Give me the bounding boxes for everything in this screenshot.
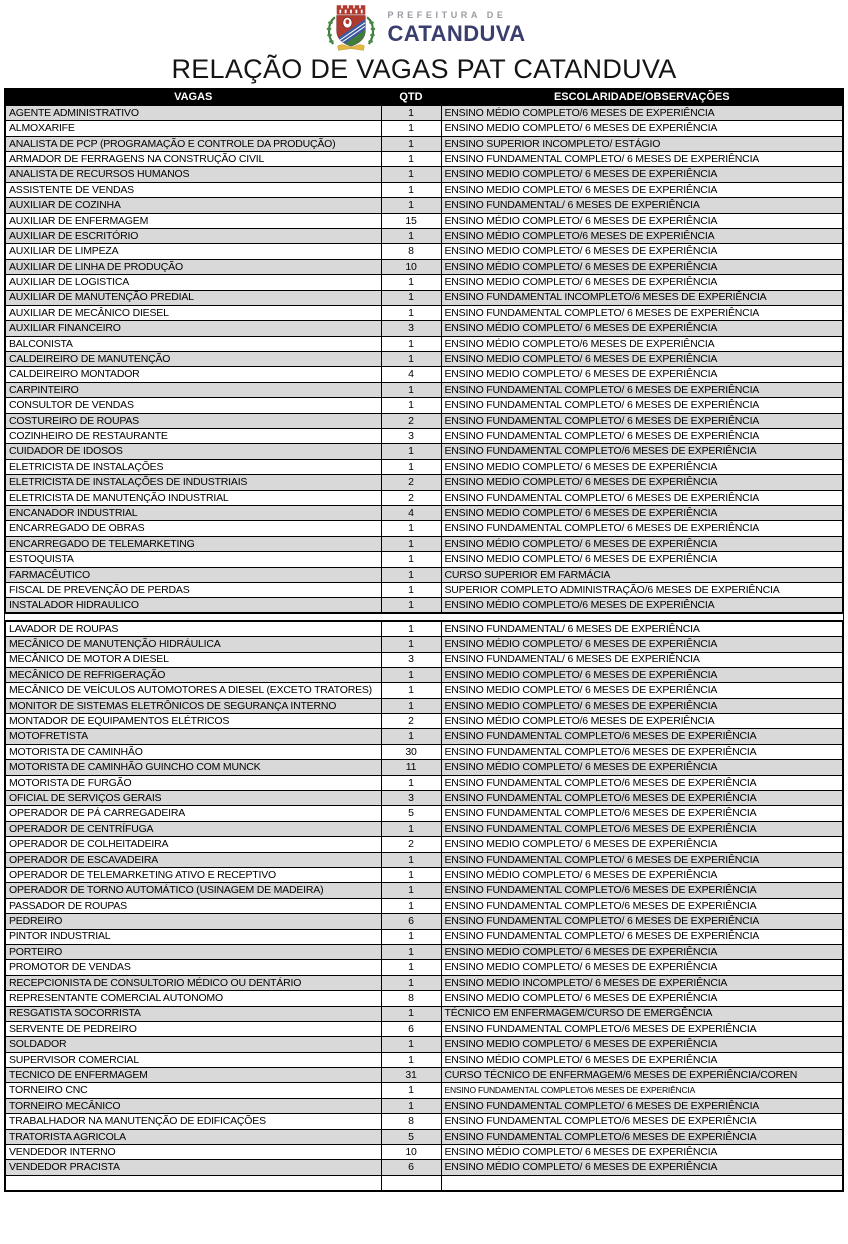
qtd-cell: 1 [381,536,441,551]
table-row [5,182,843,197]
escolaridade-cell: ENSINO MEDIO COMPLETO/ 6 MESES DE EXPERIÊNCIA [441,944,843,959]
qtd-cell: 3 [381,791,441,806]
catanduva-crest-icon [322,3,380,53]
escolaridade-cell: ENSINO MÉDIO COMPLETO/ 6 MESES DE EXPERIÊNCIA [441,213,843,228]
table-row [5,1021,843,1036]
table-row [5,621,843,636]
qtd-cell: 1 [381,821,441,836]
escolaridade-cell: ENSINO MEDIO COMPLETO/ 6 MESES DE EXPERIÊNCIA [441,506,843,521]
qtd-cell: 10 [381,259,441,274]
table-row-empty [5,1175,843,1190]
qtd-cell: 4 [381,506,441,521]
table-row [5,760,843,775]
escolaridade-cell: ENSINO MEDIO COMPLETO/ 6 MESES DE EXPERIÊNCIA [441,182,843,197]
qtd-cell: 1 [381,552,441,567]
vaga-cell: VENDEDOR INTERNO [5,1145,381,1160]
qtd-cell: 1 [381,598,441,613]
vaga-cell [5,1175,381,1190]
vaga-cell: CONSULTOR DE VENDAS [5,398,381,413]
qtd-cell: 1 [381,1037,441,1052]
qtd-cell: 1 [381,459,441,474]
escolaridade-cell: ENSINO MEDIO COMPLETO/ 6 MESES DE EXPERIÊNCIA [441,552,843,567]
vaga-cell: ENCARREGADO DE TELEMARKETING [5,536,381,551]
qtd-cell: 1 [381,929,441,944]
escolaridade-cell: ENSINO FUNDAMENTAL COMPLETO/ 6 MESES DE EXPERIÊNCIA [441,852,843,867]
escolaridade-cell: ENSINO FUNDAMENTAL/ 6 MESES DE EXPERIÊNCIA [441,621,843,636]
table-row [5,459,843,474]
vaga-cell: ELETRICISTA DE MANUTENÇÃO INDUSTRIAL [5,490,381,505]
escolaridade-cell [441,1175,843,1190]
escolaridade-cell: ENSINO FUNDAMENTAL COMPLETO/6 MESES DE EXPERIÊNCIA [441,898,843,913]
table-row [5,506,843,521]
escolaridade-cell: ENSINO FUNDAMENTAL COMPLETO/6 MESES DE EXPERIÊNCIA [441,791,843,806]
table-row [5,652,843,667]
table-row [5,413,843,428]
qtd-cell: 10 [381,1145,441,1160]
table-row [5,198,843,213]
vaga-cell: LAVADOR DE ROUPAS [5,621,381,636]
qtd-cell: 1 [381,729,441,744]
vaga-cell: MOTOFRETISTA [5,729,381,744]
escolaridade-cell: ENSINO MEDIO COMPLETO/ 6 MESES DE EXPERIÊNCIA [441,244,843,259]
vaga-cell: TECNICO DE ENFERMAGEM [5,1068,381,1083]
table-row [5,490,843,505]
escolaridade-cell: ENSINO MEDIO COMPLETO/ 6 MESES DE EXPERIÊNCIA [441,667,843,682]
table-row [5,837,843,852]
table-row [5,382,843,397]
table-row [5,475,843,490]
qtd-cell: 1 [381,336,441,351]
table-row [5,536,843,551]
escolaridade-cell: ENSINO FUNDAMENTAL COMPLETO/ 6 MESES DE EXPERIÊNCIA [441,1098,843,1113]
escolaridade-cell: ENSINO FUNDAMENTAL COMPLETO/ 6 MESES DE EXPERIÊNCIA [441,382,843,397]
qtd-cell: 1 [381,683,441,698]
escolaridade-cell: ENSINO FUNDAMENTAL COMPLETO/6 MESES DE EXPERIÊNCIA [441,729,843,744]
table-row [5,944,843,959]
table-row [5,806,843,821]
table-row [5,791,843,806]
escolaridade-cell: ENSINO FUNDAMENTAL COMPLETO/6 MESES DE EXPERIÊNCIA [441,821,843,836]
vacancies-table-segment-1 [4,88,844,614]
qtd-cell [381,1175,441,1190]
table-row [5,914,843,929]
vaga-cell: AUXILIAR DE LINHA DE PRODUÇÃO [5,259,381,274]
qtd-cell: 2 [381,714,441,729]
table-row [5,552,843,567]
qtd-cell: 1 [381,883,441,898]
vaga-cell: MECÂNICO DE REFRIGERAÇÃO [5,667,381,682]
vaga-cell: ANALISTA DE PCP (PROGRAMAÇÃO E CONTROLE DA PRODUÇÃO) [5,136,381,151]
table-row [5,398,843,413]
table-row [5,567,843,582]
vaga-cell: FISCAL DE PREVENÇÃO DE PERDAS [5,582,381,597]
escolaridade-cell: ENSINO MÉDIO COMPLETO/6 MESES DE EXPERIÊNCIA [441,336,843,351]
vaga-cell: MECÂNICO DE MANUTENÇÃO HIDRÁULICA [5,637,381,652]
vaga-cell: ENCANADOR INDUSTRIAL [5,506,381,521]
qtd-cell: 5 [381,1129,441,1144]
header-escolaridade: ESCOLARIDADE/OBSERVAÇÕES [441,89,843,105]
qtd-cell: 1 [381,898,441,913]
vaga-cell: ELETRICISTA DE INSTALAÇÕES DE INDUSTRIAIS [5,475,381,490]
qtd-cell: 1 [381,167,441,182]
vaga-cell: INSTALADOR HIDRAULICO [5,598,381,613]
table-row [5,821,843,836]
qtd-cell: 1 [381,582,441,597]
qtd-cell: 3 [381,321,441,336]
table-row [5,867,843,882]
escolaridade-cell: ENSINO FUNDAMENTAL COMPLETO/6 MESES DE EXPERIÊNCIA [441,1083,843,1098]
table-row [5,1052,843,1067]
qtd-cell: 1 [381,136,441,151]
table-row [5,290,843,305]
escolaridade-cell: ENSINO MEDIO COMPLETO/ 6 MESES DE EXPERIÊNCIA [441,991,843,1006]
table-row [5,521,843,536]
table-row [5,929,843,944]
vaga-cell: SUPERVISOR COMERCIAL [5,1052,381,1067]
vacancies-table-wrap [0,88,848,1191]
table-row [5,598,843,613]
qtd-cell: 1 [381,121,441,136]
escolaridade-cell: ENSINO MEDIO INCOMPLETO/ 6 MESES DE EXPERIÊNCIA [441,975,843,990]
table-header-row [5,89,843,105]
vaga-cell: CARPINTEIRO [5,382,381,397]
qtd-cell: 4 [381,367,441,382]
vaga-cell: TORNEIRO MECÂNICO [5,1098,381,1113]
table-row [5,1114,843,1129]
vaga-cell: AUXILIAR DE MANUTENÇÃO PREDIAL [5,290,381,305]
qtd-cell: 3 [381,429,441,444]
vaga-cell: ESTOQUISTA [5,552,381,567]
escolaridade-cell: ENSINO FUNDAMENTAL/ 6 MESES DE EXPERIÊNCIA [441,652,843,667]
vaga-cell: COZINHEIRO DE RESTAURANTE [5,429,381,444]
escolaridade-cell: TÉCNICO EM ENFERMAGEM/CURSO DE EMERGÊNCIA [441,1006,843,1021]
escolaridade-cell: ENSINO MEDIO COMPLETO/ 6 MESES DE EXPERIÊNCIA [441,837,843,852]
qtd-cell: 1 [381,567,441,582]
table-row [5,244,843,259]
escolaridade-cell: ENSINO FUNDAMENTAL COMPLETO/6 MESES DE EXPERIÊNCIA [441,775,843,790]
table-row [5,121,843,136]
table-row [5,991,843,1006]
qtd-cell: 1 [381,1052,441,1067]
table-row [5,1083,843,1098]
qtd-cell: 11 [381,760,441,775]
escolaridade-cell: ENSINO MÉDIO COMPLETO/ 6 MESES DE EXPERIÊNCIA [441,1145,843,1160]
escolaridade-cell: ENSINO MÉDIO COMPLETO/ 6 MESES DE EXPERIÊNCIA [441,536,843,551]
qtd-cell: 1 [381,867,441,882]
qtd-cell: 1 [381,105,441,120]
escolaridade-cell: ENSINO FUNDAMENTAL COMPLETO/ 6 MESES DE EXPERIÊNCIA [441,521,843,536]
table-row [5,1006,843,1021]
qtd-cell: 6 [381,1160,441,1175]
table-row [5,152,843,167]
qtd-cell: 8 [381,1114,441,1129]
vaga-cell: ARMADOR DE FERRAGENS NA CONSTRUÇÃO CIVIL [5,152,381,167]
header-qtd: QTD [381,89,441,105]
table-row [5,1160,843,1175]
vaga-cell: MOTORISTA DE CAMINHÃO [5,744,381,759]
table-row [5,698,843,713]
table-row [5,1129,843,1144]
escolaridade-cell: ENSINO MÉDIO COMPLETO/ 6 MESES DE EXPERIÊNCIA [441,1052,843,1067]
qtd-cell: 2 [381,413,441,428]
vaga-cell: ELETRICISTA DE INSTALAÇÕES [5,459,381,474]
escolaridade-cell: ENSINO FUNDAMENTAL COMPLETO/ 6 MESES DE EXPERIÊNCIA [441,398,843,413]
vaga-cell: AUXILIAR DE COZINHA [5,198,381,213]
qtd-cell: 1 [381,667,441,682]
vaga-cell: AGENTE ADMINISTRATIVO [5,105,381,120]
vaga-cell: MONTADOR DE EQUIPAMENTOS ELÉTRICOS [5,714,381,729]
escolaridade-cell: ENSINO FUNDAMENTAL COMPLETO/ 6 MESES DE EXPERIÊNCIA [441,490,843,505]
table-row [5,852,843,867]
escolaridade-cell: ENSINO MEDIO COMPLETO/ 6 MESES DE EXPERIÊNCIA [441,352,843,367]
vaga-cell: CUIDADOR DE IDOSOS [5,444,381,459]
qtd-cell: 1 [381,775,441,790]
qtd-cell: 1 [381,352,441,367]
escolaridade-cell: ENSINO MÉDIO COMPLETO/ 6 MESES DE EXPERIÊNCIA [441,867,843,882]
escolaridade-cell: ENSINO MEDIO COMPLETO/ 6 MESES DE EXPERIÊNCIA [441,1037,843,1052]
qtd-cell: 2 [381,475,441,490]
vaga-cell: OPERADOR DE TELEMARKETING ATIVO E RECEPTIVO [5,867,381,882]
table-row [5,744,843,759]
qtd-cell: 1 [381,290,441,305]
vaga-cell: RECEPCIONISTA DE CONSULTORIO MÉDICO OU DENTÁRIO [5,975,381,990]
escolaridade-cell: ENSINO MÉDIO COMPLETO/ 6 MESES DE EXPERIÊNCIA [441,321,843,336]
escolaridade-cell: ENSINO FUNDAMENTAL COMPLETO/ 6 MESES DE EXPERIÊNCIA [441,413,843,428]
qtd-cell: 1 [381,1083,441,1098]
header-vagas: VAGAS [5,89,381,105]
qtd-cell: 1 [381,944,441,959]
vaga-cell: MOTORISTA DE CAMINHÃO GUINCHO COM MUNCK [5,760,381,775]
qtd-cell: 1 [381,698,441,713]
qtd-cell: 1 [381,305,441,320]
escolaridade-cell: ENSINO MEDIO COMPLETO/ 6 MESES DE EXPERIÊNCIA [441,459,843,474]
logo-prefeitura-label: PREFEITURA DE [387,10,507,21]
escolaridade-cell: ENSINO MEDIO COMPLETO/ 6 MESES DE EXPERIÊNCIA [441,367,843,382]
escolaridade-cell: ENSINO MÉDIO COMPLETO/ 6 MESES DE EXPERIÊNCIA [441,1160,843,1175]
vaga-cell: TORNEIRO CNC [5,1083,381,1098]
escolaridade-cell: ENSINO FUNDAMENTAL COMPLETO/ 6 MESES DE EXPERIÊNCIA [441,429,843,444]
vaga-cell: AUXILIAR DE LIMPEZA [5,244,381,259]
table-row [5,960,843,975]
vaga-cell: OPERADOR DE ESCAVADEIRA [5,852,381,867]
vaga-cell: TRATORISTA AGRICOLA [5,1129,381,1144]
table-row [5,167,843,182]
table-row [5,582,843,597]
escolaridade-cell: ENSINO FUNDAMENTAL COMPLETO/ 6 MESES DE EXPERIÊNCIA [441,914,843,929]
table-row [5,213,843,228]
table-row [5,336,843,351]
qtd-cell: 1 [381,975,441,990]
escolaridade-cell: ENSINO MÉDIO COMPLETO/ 6 MESES DE EXPERIÊNCIA [441,760,843,775]
vaga-cell: SERVENTE DE PEDREIRO [5,1021,381,1036]
qtd-cell: 2 [381,837,441,852]
vaga-cell: OPERADOR DE CENTRÍFUGA [5,821,381,836]
escolaridade-cell: ENSINO SUPERIOR INCOMPLETO/ ESTÁGIO [441,136,843,151]
vaga-cell: TRABALHADOR NA MANUTENÇÃO DE EDIFICAÇÕES [5,1114,381,1129]
table-row [5,775,843,790]
qtd-cell: 1 [381,637,441,652]
escolaridade-cell: ENSINO FUNDAMENTAL COMPLETO/6 MESES DE EXPERIÊNCIA [441,1021,843,1036]
vaga-cell: VENDEDOR PRACISTA [5,1160,381,1175]
table-row [5,321,843,336]
qtd-cell: 30 [381,744,441,759]
qtd-cell: 1 [381,1006,441,1021]
vaga-cell: OPERADOR DE COLHEITADEIRA [5,837,381,852]
escolaridade-cell: ENSINO FUNDAMENTAL COMPLETO/6 MESES DE EXPERIÊNCIA [441,1114,843,1129]
vaga-cell: CALDEIREIRO DE MANUTENÇÃO [5,352,381,367]
table-row [5,259,843,274]
table-row [5,714,843,729]
escolaridade-cell: ENSINO FUNDAMENTAL COMPLETO/6 MESES DE EXPERIÊNCIA [441,744,843,759]
escolaridade-cell: ENSINO FUNDAMENTAL COMPLETO/ 6 MESES DE EXPERIÊNCIA [441,929,843,944]
table-row [5,105,843,120]
vaga-cell: OPERADOR DE TORNO AUTOMÁTICO (USINAGEM DE MADEIRA) [5,883,381,898]
table-row [5,667,843,682]
vaga-cell: AUXILIAR DE LOGISTICA [5,275,381,290]
header-logo [0,0,848,53]
escolaridade-cell: ENSINO MEDIO COMPLETO/ 6 MESES DE EXPERIÊNCIA [441,121,843,136]
qtd-cell: 1 [381,852,441,867]
vaga-cell: PASSADOR DE ROUPAS [5,898,381,913]
vaga-cell: REPRESENTANTE COMERCIAL AUTONOMO [5,991,381,1006]
qtd-cell: 1 [381,382,441,397]
escolaridade-cell: ENSINO FUNDAMENTAL/ 6 MESES DE EXPERIÊNCIA [441,198,843,213]
escolaridade-cell: ENSINO FUNDAMENTAL COMPLETO/6 MESES DE EXPERIÊNCIA [441,883,843,898]
escolaridade-cell: ENSINO MEDIO COMPLETO/ 6 MESES DE EXPERIÊNCIA [441,475,843,490]
qtd-cell: 3 [381,652,441,667]
vaga-cell: ASSISTENTE DE VENDAS [5,182,381,197]
table-row [5,444,843,459]
qtd-cell: 1 [381,275,441,290]
table-row [5,1145,843,1160]
escolaridade-cell: ENSINO MÉDIO COMPLETO/6 MESES DE EXPERIÊNCIA [441,105,843,120]
escolaridade-cell: CURSO TÉCNICO DE ENFERMAGEM/6 MESES DE EXPERIÊNCIA/COREN [441,1068,843,1083]
page-title: RELAÇÃO DE VAGAS PAT CATANDUVA [171,54,677,84]
vaga-cell: PEDREIRO [5,914,381,929]
table-row [5,275,843,290]
vaga-cell: OPERADOR DE PÁ CARREGADEIRA [5,806,381,821]
escolaridade-cell: ENSINO FUNDAMENTAL COMPLETO/ 6 MESES DE EXPERIÊNCIA [441,152,843,167]
logo-text [387,10,525,45]
escolaridade-cell: ENSINO MEDIO COMPLETO/ 6 MESES DE EXPERIÊNCIA [441,960,843,975]
vaga-cell: MECÂNICO DE VEÍCULOS AUTOMOTORES A DIESEL (EXCETO TRATORES) [5,683,381,698]
vaga-cell: ANALISTA DE RECURSOS HUMANOS [5,167,381,182]
vaga-cell: BALCONISTA [5,336,381,351]
escolaridade-cell: ENSINO MEDIO COMPLETO/ 6 MESES DE EXPERIÊNCIA [441,683,843,698]
escolaridade-cell: ENSINO MEDIO COMPLETO/ 6 MESES DE EXPERIÊNCIA [441,698,843,713]
escolaridade-cell: ENSINO FUNDAMENTAL COMPLETO/6 MESES DE EXPERIÊNCIA [441,1129,843,1144]
escolaridade-cell: ENSINO MÉDIO COMPLETO/ 6 MESES DE EXPERIÊNCIA [441,259,843,274]
table-row [5,136,843,151]
table-row [5,683,843,698]
vaga-cell: COSTUREIRO DE ROUPAS [5,413,381,428]
table-row [5,429,843,444]
qtd-cell: 31 [381,1068,441,1083]
table-row [5,898,843,913]
qtd-cell: 1 [381,182,441,197]
vaga-cell: MECÂNICO DE MOTOR A DIESEL [5,652,381,667]
escolaridade-cell: ENSINO MÉDIO COMPLETO/6 MESES DE EXPERIÊNCIA [441,598,843,613]
qtd-cell: 2 [381,490,441,505]
table-row [5,729,843,744]
qtd-cell: 1 [381,960,441,975]
vaga-cell: CALDEIREIRO MONTADOR [5,367,381,382]
qtd-cell: 1 [381,198,441,213]
escolaridade-cell: ENSINO FUNDAMENTAL INCOMPLETO/6 MESES DE EXPERIÊNCIA [441,290,843,305]
vaga-cell: PINTOR INDUSTRIAL [5,929,381,944]
vaga-cell: ALMOXARIFE [5,121,381,136]
qtd-cell: 6 [381,1021,441,1036]
table-row [5,228,843,243]
qtd-cell: 8 [381,244,441,259]
vaga-cell: PORTEIRO [5,944,381,959]
escolaridade-cell: ENSINO MEDIO COMPLETO/ 6 MESES DE EXPERIÊNCIA [441,167,843,182]
escolaridade-cell: ENSINO FUNDAMENTAL COMPLETO/6 MESES DE EXPERIÊNCIA [441,806,843,821]
vaga-cell: ENCARREGADO DE OBRAS [5,521,381,536]
escolaridade-cell: ENSINO FUNDAMENTAL COMPLETO/6 MESES DE EXPERIÊNCIA [441,444,843,459]
table-row [5,1037,843,1052]
vaga-cell: PROMOTOR DE VENDAS [5,960,381,975]
escolaridade-cell: ENSINO MÉDIO COMPLETO/6 MESES DE EXPERIÊNCIA [441,714,843,729]
vaga-cell: RESGATISTA SOCORRISTA [5,1006,381,1021]
escolaridade-cell: ENSINO MÉDIO COMPLETO/6 MESES DE EXPERIÊNCIA [441,228,843,243]
vaga-cell: OFICIAL DE SERVIÇOS GERAIS [5,791,381,806]
logo-catanduva-label: CATANDUVA [387,20,526,46]
table-row [5,305,843,320]
vaga-cell: AUXILIAR DE ESCRITÓRIO [5,228,381,243]
qtd-cell: 1 [381,521,441,536]
vaga-cell: SOLDADOR [5,1037,381,1052]
escolaridade-cell: ENSINO MÉDIO COMPLETO/ 6 MESES DE EXPERIÊNCIA [441,637,843,652]
qtd-cell: 5 [381,806,441,821]
qtd-cell: 6 [381,914,441,929]
table-row [5,1068,843,1083]
vaga-cell: AUXILIAR FINANCEIRO [5,321,381,336]
table-row [5,883,843,898]
table-row [5,1098,843,1113]
qtd-cell: 1 [381,228,441,243]
vaga-cell: AUXILIAR DE MECÂNICO DIESEL [5,305,381,320]
qtd-cell: 1 [381,621,441,636]
table-row [5,637,843,652]
vaga-cell: FARMACÊUTICO [5,567,381,582]
qtd-cell: 1 [381,1098,441,1113]
vaga-cell: MOTORISTA DE FURGÃO [5,775,381,790]
vaga-cell: AUXILIAR DE ENFERMAGEM [5,213,381,228]
qtd-cell: 1 [381,152,441,167]
qtd-cell: 1 [381,398,441,413]
table-row [5,975,843,990]
table-row [5,367,843,382]
table-row [5,352,843,367]
vacancies-table-segment-2 [4,620,844,1191]
qtd-cell: 1 [381,444,441,459]
vaga-cell: MONITOR DE SISTEMAS ELETRÔNICOS DE SEGURANÇA INTERNO [5,698,381,713]
escolaridade-cell: ENSINO MEDIO COMPLETO/ 6 MESES DE EXPERIÊNCIA [441,275,843,290]
escolaridade-cell: ENSINO FUNDAMENTAL COMPLETO/ 6 MESES DE EXPERIÊNCIA [441,305,843,320]
escolaridade-cell: CURSO SUPERIOR EM FARMÁCIA [441,567,843,582]
escolaridade-cell: SUPERIOR COMPLETO ADMINISTRAÇÃO/6 MESES DE EXPERIÊNCIA [441,582,843,597]
qtd-cell: 15 [381,213,441,228]
qtd-cell: 8 [381,991,441,1006]
